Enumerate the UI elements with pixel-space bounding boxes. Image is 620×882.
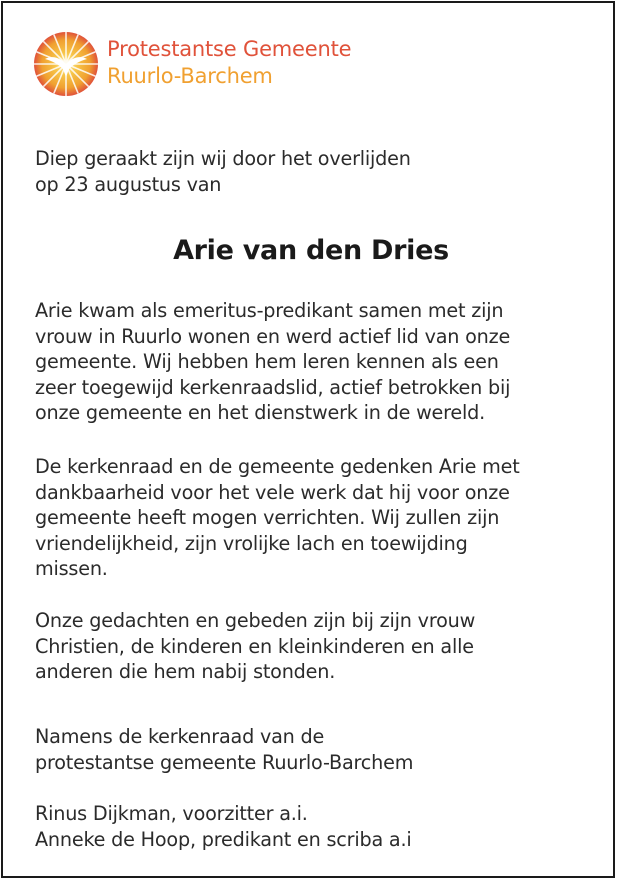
paragraph-line: vrouw in Ruurlo wonen en werd actief lid van onze xyxy=(35,324,511,348)
paragraph-line: dankbaarheid voor het vele werk dat hij voor onze xyxy=(35,480,510,504)
organization-name-line2: Ruurlo-Barchem xyxy=(107,64,273,88)
paragraph-line: Christien, de kinderen en kleinkinderen en alle xyxy=(35,634,474,658)
organization-name-line1: Protestantse Gemeente xyxy=(107,37,352,61)
intro-line: op 23 augustus van xyxy=(35,172,222,196)
paragraph-line: vriendelijkheid, zijn vrolijke lach en toewijding xyxy=(35,531,468,555)
paragraph-line: gemeente heeft mogen verrichten. Wij zullen zijn xyxy=(35,506,500,529)
on-behalf-line: Namens de kerkenraad van de xyxy=(35,725,325,748)
paragraph-remembrance xyxy=(35,454,520,582)
paragraph-line: Onze gedachten en gebeden zijn bij zijn vrouw xyxy=(35,609,476,632)
paragraph-line: De kerkenraad en de gemeente gedenken Arie met xyxy=(35,455,520,478)
on-behalf-text xyxy=(35,724,413,775)
signatories xyxy=(35,801,411,852)
paragraph-line: anderen die hem nabij stonden. xyxy=(35,660,336,683)
paragraph-line: gemeente. Wij hebben hem leren kennen als een xyxy=(35,350,499,373)
deceased-name: Arie van den Dries xyxy=(173,235,449,266)
signatory-pastor: Anneke de Hoop, predikant en scriba a.i xyxy=(35,827,412,851)
on-behalf-line: protestantse gemeente Ruurlo-Barchem xyxy=(35,750,414,774)
paragraph-line: missen. xyxy=(35,557,108,580)
paragraph-condolence xyxy=(35,608,475,685)
notice-frame xyxy=(1,1,615,878)
paragraph-line: Arie kwam als emeritus-predikant samen met zijn xyxy=(35,299,504,322)
organization-name xyxy=(107,36,351,90)
paragraph-line: zeer toegewijd kerkenraadslid, actief betrokken bij xyxy=(35,375,511,399)
paragraph-tribute xyxy=(35,298,510,426)
intro-line: Diep geraakt zijn wij door het overlijden xyxy=(35,147,411,170)
intro-text xyxy=(35,146,411,197)
paragraph-line: onze gemeente en het dienstwerk in de wereld. xyxy=(35,401,486,424)
signatory-chair: Rinus Dijkman, voorzitter a.i. xyxy=(35,802,308,825)
dove-sun-icon xyxy=(33,31,99,97)
